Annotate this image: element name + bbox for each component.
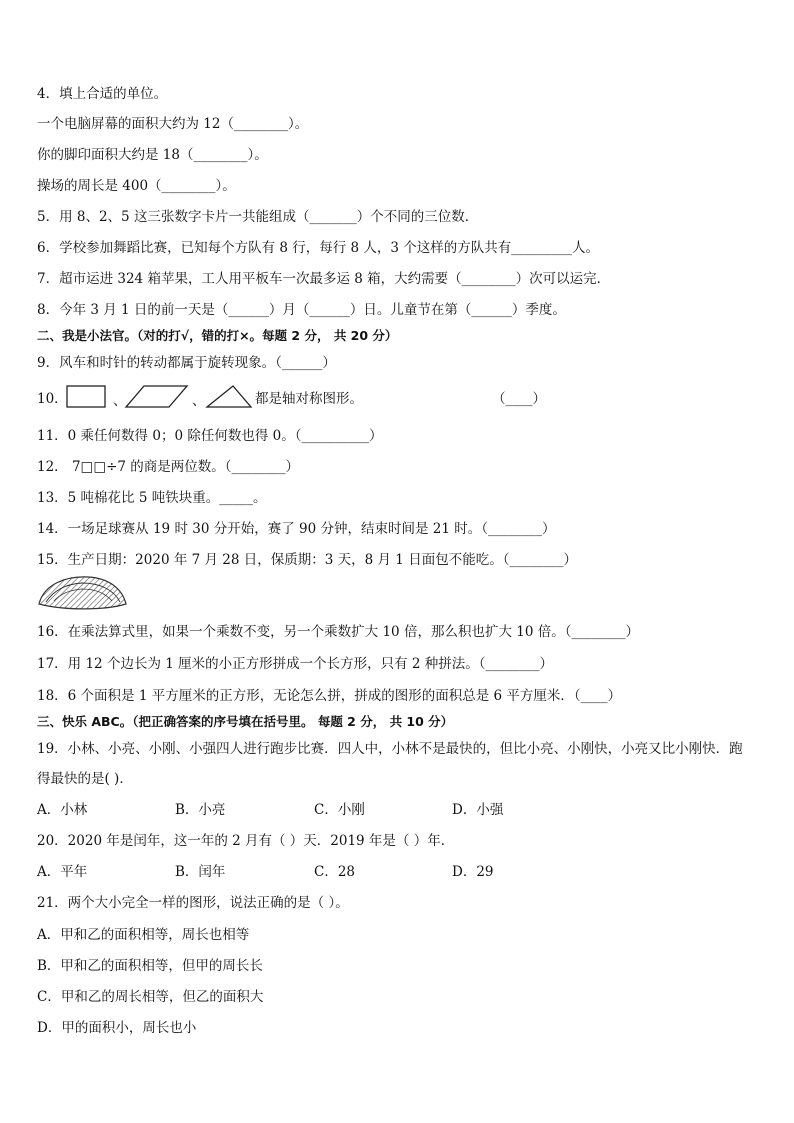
question-17: 17．用 12 个边长为 1 厘米的小正方形拼成一个长方形，只有 2 种拼法。（________） — [37, 656, 554, 672]
separator: 、 — [113, 393, 127, 409]
option-c: C．小刚 — [314, 802, 365, 818]
question-21-option-c: C．甲和乙的周长相等，但乙的面积大 — [37, 989, 264, 1005]
question-13: 13．5 吨棉花比 5 吨铁块重。_____。 — [37, 490, 267, 506]
section-2-heading: 二、我是小法官。（对的打√，错的打×。每题 2 分， 共 20 分） — [37, 328, 398, 343]
question-4-item-a: 一个电脑屏幕的面积大约为 12（________）。 — [37, 116, 309, 132]
option-a: A．小林 — [37, 802, 88, 818]
question-19-line2: 得最快的是( )． — [37, 771, 133, 787]
option-c: C．28 — [314, 864, 356, 880]
question-10-text: 都是轴对称图形。 — [255, 391, 363, 407]
section-3-heading: 三、快乐 ABC。（把正确答案的序号填在括号里。 每题 2 分， 共 10 分） — [37, 714, 454, 729]
question-16: 16．在乘法算式里，如果一个乘数不变，另一个乘数扩大 10 倍，那么积也扩大 10 倍。（________） — [37, 624, 639, 640]
question-21: 21．两个大小完全一样的图形，说法正确的是（ ）。 — [37, 895, 349, 911]
question-4-item-b: 你的脚印面积大约是 18（________）。 — [37, 147, 268, 163]
option-b: B．闰年 — [175, 864, 226, 880]
question-18: 18．6 个面积是 1 平方厘米的正方形，无论怎么拼，拼成的图形的面积总是 6 平方厘米．（____） — [37, 688, 622, 704]
question-21-option-b: B．甲和乙的面积相等，但甲的周长长 — [37, 958, 263, 974]
question-7: 7．超市运进 324 箱苹果，工人用平板车一次最多运 8 箱，大约需要（________）次可以运完． — [37, 271, 611, 287]
question-10-blank: （____） — [492, 391, 546, 407]
separator: 、 — [192, 393, 206, 409]
option-d: D．小强 — [452, 802, 504, 818]
question-19-line1: 19．小林、小亮、小刚、小强四人进行跑步比赛．四人中，小林不是最快的，但比小亮、小刚快，小亮又比小刚快．跑 — [37, 741, 743, 757]
question-6: 6．学校参加舞蹈比赛，已知每个方队有 8 行，每行 8 人，3 个这样的方队共有_________人。 — [37, 240, 600, 256]
question-5: 5．用 8、2、5 这三张数字卡片一共能组成（_______）个不同的三位数． — [37, 209, 479, 225]
question-12: 12． 7□□÷7 的商是两位数。（________） — [37, 459, 300, 475]
parallelogram-figure — [124, 384, 190, 410]
question-8: 8．今年 3 月 1 日的前一天是（______）月（______）日。儿童节在第（______）季度。 — [37, 302, 566, 318]
question-15: 15．生产日期：2020 年 7 月 28 日，保质期：3 天，8 月 1 日面包不能吃。（________） — [37, 552, 577, 568]
bread-figure — [36, 574, 130, 614]
question-4-title: 4．填上合适的单位。 — [37, 86, 168, 102]
triangle-figure — [205, 384, 253, 410]
question-21-option-d: D．甲的面积小，周长也小 — [37, 1020, 197, 1036]
question-20: 20．2020 年是闰年，这一年的 2 月有（ ）天．2019 年是（ ）年． — [37, 833, 455, 849]
question-14: 14．一场足球赛从 19 时 30 分开始，赛了 90 分钟，结束时间是 21 时。（________） — [37, 521, 556, 537]
question-9: 9．风车和时针的转动都属于旋转现象。（______） — [37, 355, 336, 371]
option-d: D．29 — [452, 864, 494, 880]
question-4-item-c: 操场的周长是 400（________）。 — [37, 178, 236, 194]
question-10-number: 10． — [37, 391, 68, 407]
question-21-option-a: A．甲和乙的面积相等，周长也相等 — [37, 927, 250, 943]
option-a: A．平年 — [37, 864, 88, 880]
option-b: B．小亮 — [175, 802, 226, 818]
rectangle-figure — [66, 384, 108, 410]
question-11: 11．0 乘任何数得 0；0 除任何数也得 0。（__________） — [37, 428, 383, 444]
